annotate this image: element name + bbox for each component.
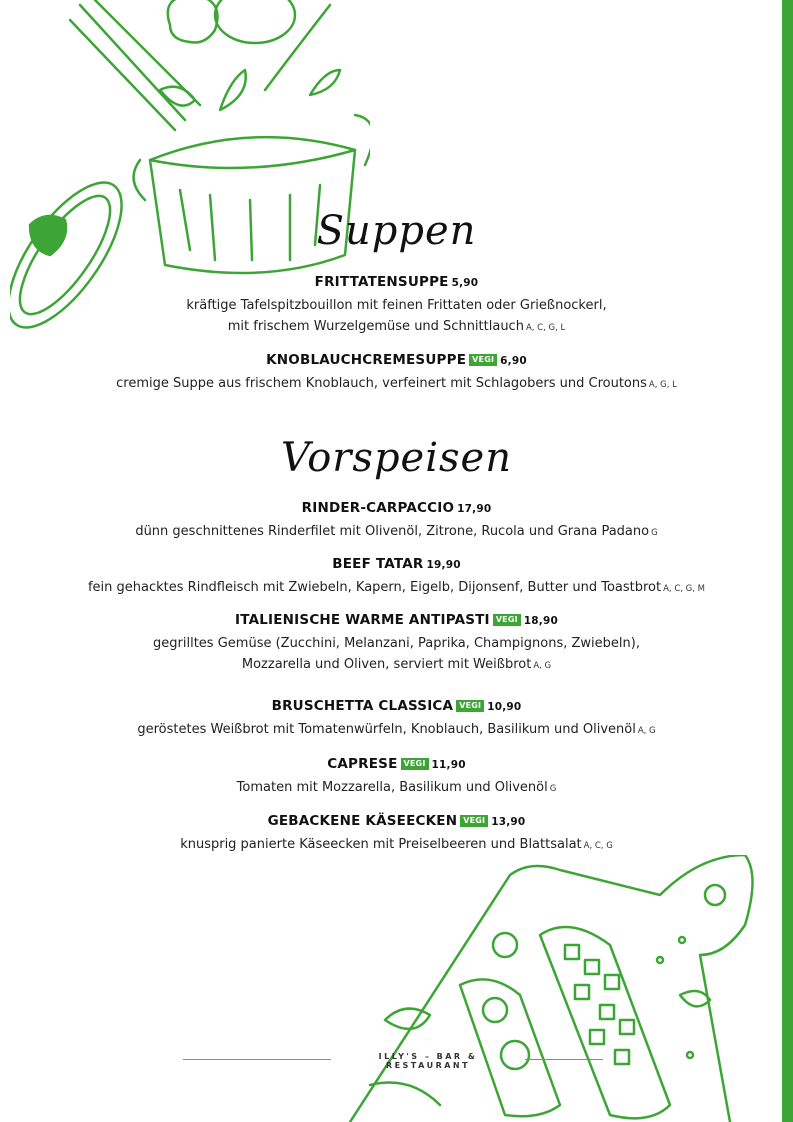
item-name: CAPRESE [327,756,398,772]
item-description: mit frischem Wurzelgemüse und Schnittlauch [227,319,524,334]
item-price: 19,90 [426,559,461,571]
item-description: cremige Suppe aus frischem Knoblauch, verfeinert mit Schlagobers und Croutons [116,376,647,391]
vegi-badge: VEGI [456,700,484,712]
item-description: Mozzarella und Oliven, serviert mit Weißbrot [241,657,532,672]
menu-item [0,556,793,600]
item-description: Tomaten mit Mozzarella, Basilikum und Olivenöl [236,780,548,795]
item-name: FRITTATENSUPPE [314,274,449,290]
item-price: 13,90 [491,816,526,828]
item-description: geröstetes Weißbrot mit Tomatenwürfeln, Knoblauch, Basilikum und Olivenöl [137,722,636,737]
item-price: 17,90 [457,503,492,515]
item-description: knusprig panierte Käseecken mit Preiselbeeren und Blattsalat [180,837,582,852]
item-allergens: A, C, G, M [663,584,705,594]
menu-item [0,274,793,339]
item-price: 18,90 [523,615,558,627]
item-name: BRUSCHETTA CLASSICA [271,698,454,714]
item-price: 6,90 [500,355,527,367]
footer-line-left [183,1059,331,1060]
section-title-suppen: Suppen [316,208,477,254]
item-allergens: A, C, G [583,841,613,851]
item-name: KNOBLAUCHCREMESUPPE [266,352,467,368]
menu-item [0,756,793,800]
item-name: RINDER-CARPACCIO [301,500,455,516]
cutting-board-illustration [310,855,760,1122]
item-price: 10,90 [487,701,522,713]
item-description: dünn geschnittenes Rinderfilet mit Olivenöl, Zitrone, Rucola und Grana Padano [135,524,650,539]
item-price: 5,90 [451,277,479,289]
footer [183,1052,603,1070]
menu-item [0,698,793,742]
item-description: gegrilltes Gemüse (Zucchini, Melanzani, Paprika, Champignons, Zwiebeln), [153,636,640,651]
vegi-badge: VEGI [460,815,488,827]
item-allergens: G [651,528,658,538]
item-name: GEBACKENE KÄSEECKEN [267,813,458,829]
menu-item [0,500,793,544]
item-price: 11,90 [431,759,466,771]
item-allergens: A, G [637,726,656,736]
section-title-vorspeisen: Vorspeisen [281,435,512,481]
vegi-badge: VEGI [469,354,497,366]
item-allergens: G [549,784,557,794]
vegi-badge: VEGI [401,758,429,770]
item-allergens: A, G, L [648,380,677,390]
menu-item [0,612,793,677]
footer-line-right [525,1059,603,1060]
item-allergens: A, C, G, L [525,323,566,333]
item-description: kräftige Tafelspitzbouillon mit feinen Frittaten oder Grießnockerl, [186,298,607,313]
menu-item [0,813,793,857]
footer-brand-text: ILLY'S – BAR & RESTAURANT [378,1052,478,1070]
menu-item [0,352,793,396]
item-description: fein gehacktes Rindfleisch mit Zwiebeln, Kapern, Eigelb, Dijonsenf, Butter und Toastbrot [87,580,662,595]
item-allergens: A, G [533,661,552,671]
item-name: ITALIENISCHE WARME ANTIPASTI [235,612,490,628]
item-name: BEEF TATAR [332,556,424,572]
vegi-badge: VEGI [493,614,521,626]
